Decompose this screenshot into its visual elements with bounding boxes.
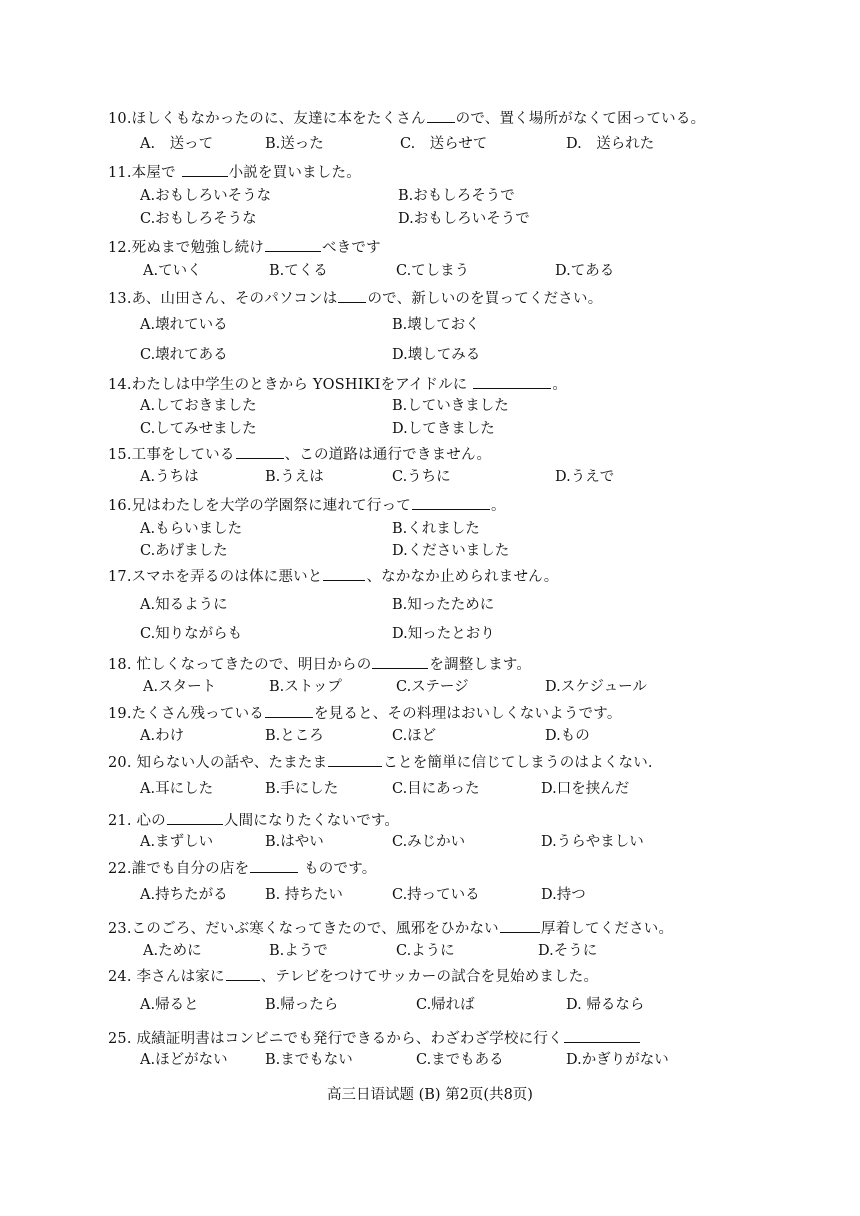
question-text-after-blank: 、なかなか止められません。 bbox=[366, 569, 559, 585]
option-c: C.帰れば bbox=[416, 997, 475, 1013]
question-text: 成績証明書はコンビニでも発行できるから、わざわざ学校に行く bbox=[131, 1031, 563, 1047]
question-14-stem bbox=[108, 374, 567, 394]
question-text-after-blank: 厚着してください。 bbox=[540, 921, 674, 937]
option-b: B. 持ちたい bbox=[265, 887, 343, 903]
question-text-after-blank: ものです。 bbox=[299, 861, 377, 877]
option-c: C.みじかい bbox=[392, 834, 466, 850]
question-number: 21. bbox=[108, 813, 132, 829]
answer-blank bbox=[323, 566, 365, 581]
question-text: 知らない人の話や、たまたま bbox=[131, 755, 328, 771]
option-b: B.ようで bbox=[269, 943, 328, 959]
option-d: D.スケジュール bbox=[545, 679, 647, 695]
answer-blank bbox=[427, 108, 455, 123]
option-b: B.知ったために bbox=[392, 597, 495, 613]
option-c: C.持っている bbox=[392, 887, 480, 903]
option-d: D.うえで bbox=[555, 469, 615, 485]
option-a: A.もらいました bbox=[140, 521, 243, 537]
option-b: B.手にした bbox=[265, 781, 339, 797]
answer-blank bbox=[500, 918, 540, 933]
question-number: 16. bbox=[108, 498, 132, 514]
option-d: D.かぎりがない bbox=[566, 1052, 669, 1068]
option-a: A.わけ bbox=[140, 728, 185, 744]
option-a: A.ために bbox=[143, 943, 202, 959]
question-text: 工事をしている bbox=[131, 447, 235, 463]
question-number: 11. bbox=[108, 165, 132, 181]
question-text: わたしは中学生のときから YOSHIKIをアイドルに bbox=[131, 377, 473, 393]
question-text: 死ぬまで勉強し続け bbox=[131, 240, 264, 256]
question-12-stem bbox=[108, 237, 381, 257]
question-20-stem bbox=[108, 752, 653, 772]
option-a: A.スタート bbox=[143, 679, 217, 695]
option-b: B.おもしろそうで bbox=[398, 188, 515, 204]
question-number: 17. bbox=[108, 569, 132, 585]
option-d: D. 帰るなら bbox=[566, 997, 645, 1013]
answer-blank bbox=[236, 444, 284, 459]
question-text: 心の bbox=[131, 813, 166, 829]
question-number: 22. bbox=[108, 861, 132, 877]
question-text-after-blank: 。 bbox=[490, 498, 506, 514]
question-text: あ、山田さん、そのパソコンは bbox=[131, 291, 338, 307]
question-text: 李さんは家に bbox=[131, 969, 225, 985]
question-17-stem bbox=[108, 566, 558, 586]
option-c: C.てしまう bbox=[396, 263, 470, 279]
answer-blank bbox=[265, 703, 313, 718]
question-text: 忙しくなってきたので、明日からの bbox=[131, 657, 372, 673]
question-number: 15. bbox=[108, 447, 132, 463]
question-25-stem bbox=[108, 1028, 641, 1048]
option-d: D.くださいました bbox=[392, 543, 510, 559]
option-b: B.ところ bbox=[265, 728, 324, 744]
question-24-stem bbox=[108, 966, 598, 986]
option-b: B.までもない bbox=[265, 1052, 353, 1068]
question-text: たくさん残っている bbox=[131, 706, 264, 722]
option-c: C.壊れてある bbox=[140, 347, 228, 363]
answer-blank bbox=[328, 752, 382, 767]
option-b: B.壊しておく bbox=[392, 317, 480, 333]
option-a: A.おもしろいそうな bbox=[140, 188, 272, 204]
question-21-stem bbox=[108, 810, 399, 830]
answer-blank bbox=[338, 288, 366, 303]
option-b: B.していきました bbox=[392, 398, 509, 414]
question-text-after-blank: 、テレビをつけてサッカーの試合を見始めました。 bbox=[260, 969, 599, 985]
question-number: 12. bbox=[108, 240, 132, 256]
option-a: A.耳にした bbox=[140, 781, 214, 797]
question-text-after-blank: を見ると、その料理はおいしくないようです。 bbox=[313, 706, 622, 722]
question-text-after-blank: を調整します。 bbox=[429, 657, 532, 673]
option-c: C.ほど bbox=[392, 728, 437, 744]
option-b: B.くれました bbox=[392, 521, 480, 537]
question-number: 24. bbox=[108, 969, 132, 985]
option-b: B.ストップ bbox=[269, 679, 342, 695]
answer-blank bbox=[372, 654, 428, 669]
option-d: D.知ったとおり bbox=[392, 626, 495, 642]
option-c: C.してみせました bbox=[140, 421, 257, 437]
option-c: C.あげました bbox=[140, 543, 228, 559]
option-c: C. 送らせて bbox=[400, 136, 488, 152]
question-13-stem bbox=[108, 288, 602, 308]
question-22-stem bbox=[108, 858, 376, 878]
option-a: A. 送って bbox=[140, 136, 214, 152]
option-d: D.壊してみる bbox=[392, 347, 481, 363]
question-number: 25. bbox=[108, 1031, 132, 1047]
question-text-after-blank: 、この道路は通行できません。 bbox=[284, 447, 492, 463]
option-c: C.目にあった bbox=[392, 781, 480, 797]
answer-blank bbox=[473, 374, 551, 389]
question-text-after-blank: ので、新しいのを買ってください。 bbox=[367, 291, 603, 307]
option-a: A.しておきました bbox=[140, 398, 257, 414]
option-d: D. 送られた bbox=[566, 136, 655, 152]
option-c: C.までもある bbox=[416, 1052, 504, 1068]
option-b: B.送った bbox=[265, 136, 324, 152]
option-d: D.持つ bbox=[541, 887, 586, 903]
option-d: D.そうに bbox=[538, 943, 598, 959]
option-a: A.うちは bbox=[140, 469, 199, 485]
answer-blank bbox=[182, 162, 228, 177]
question-number: 18. bbox=[108, 657, 132, 673]
option-d: D.うらやましい bbox=[541, 834, 644, 850]
option-d: D.もの bbox=[545, 728, 590, 744]
question-19-stem bbox=[108, 703, 622, 723]
option-d: D.口を挟んだ bbox=[541, 781, 630, 797]
question-text: ほしくもなかったのに、友達に本をたくさん bbox=[131, 111, 426, 127]
question-number: 19. bbox=[108, 706, 132, 722]
answer-blank bbox=[265, 237, 321, 252]
question-10-stem bbox=[108, 108, 705, 128]
question-text-after-blank: ので、置く場所がなくて困っている。 bbox=[455, 111, 706, 127]
option-b: B.はやい bbox=[265, 834, 324, 850]
option-c: C.知りながらも bbox=[140, 626, 243, 642]
question-text-after-blank: 。 bbox=[552, 377, 568, 393]
option-a: A.壊れている bbox=[140, 317, 228, 333]
question-16-stem bbox=[108, 495, 506, 515]
question-text: このごろ、だいぶ寒くなってきたので、風邪をひかない bbox=[131, 921, 499, 937]
question-text-after-blank: ことを簡単に信じてしまうのはよくない. bbox=[383, 755, 653, 771]
question-text: 誰でも自分の店を bbox=[131, 861, 250, 877]
question-text-after-blank: べきです bbox=[321, 240, 381, 256]
answer-blank bbox=[564, 1028, 640, 1043]
option-c: C.ステージ bbox=[396, 679, 469, 695]
question-text: 兄はわたしを大学の学園祭に連れて行って bbox=[131, 498, 411, 514]
question-text-after-blank: 小説を買いました。 bbox=[228, 165, 361, 181]
option-a: A.ていく bbox=[143, 263, 202, 279]
option-a: A.ほどがない bbox=[140, 1052, 228, 1068]
question-18-stem bbox=[108, 654, 531, 674]
question-number: 13. bbox=[108, 291, 132, 307]
question-number: 20. bbox=[108, 755, 132, 771]
option-c: C.うちに bbox=[392, 469, 451, 485]
option-a: A.知るように bbox=[140, 597, 228, 613]
question-text: 本屋で bbox=[131, 165, 181, 181]
question-23-stem bbox=[108, 918, 673, 938]
question-number: 10. bbox=[108, 111, 132, 127]
option-c: C.ように bbox=[396, 943, 455, 959]
question-15-stem bbox=[108, 444, 491, 464]
answer-blank bbox=[412, 495, 490, 510]
answer-blank bbox=[167, 810, 223, 825]
option-d: D.してきました bbox=[392, 421, 495, 437]
question-text-after-blank: 人間になりたくないです。 bbox=[223, 813, 400, 829]
question-text: スマホを弄るのは体に悪いと bbox=[131, 569, 323, 585]
question-number: 23. bbox=[108, 921, 132, 937]
answer-blank bbox=[226, 966, 260, 981]
option-a: A.持ちたがる bbox=[140, 887, 228, 903]
page-footer: 高三日语试题 (B) 第2页(共8页) bbox=[327, 1087, 533, 1103]
option-d: D.てある bbox=[555, 263, 615, 279]
question-number: 14. bbox=[108, 377, 132, 393]
answer-blank bbox=[250, 858, 298, 873]
option-b: B.てくる bbox=[269, 263, 328, 279]
option-c: C.おもしろそうな bbox=[140, 211, 257, 227]
option-d: D.おもしろいそうで bbox=[398, 211, 530, 227]
question-11-stem bbox=[108, 162, 361, 182]
option-b: B.うえは bbox=[265, 469, 324, 485]
option-b: B.帰ったら bbox=[265, 997, 339, 1013]
option-a: A.帰ると bbox=[140, 997, 199, 1013]
option-a: A.まずしい bbox=[140, 834, 214, 850]
